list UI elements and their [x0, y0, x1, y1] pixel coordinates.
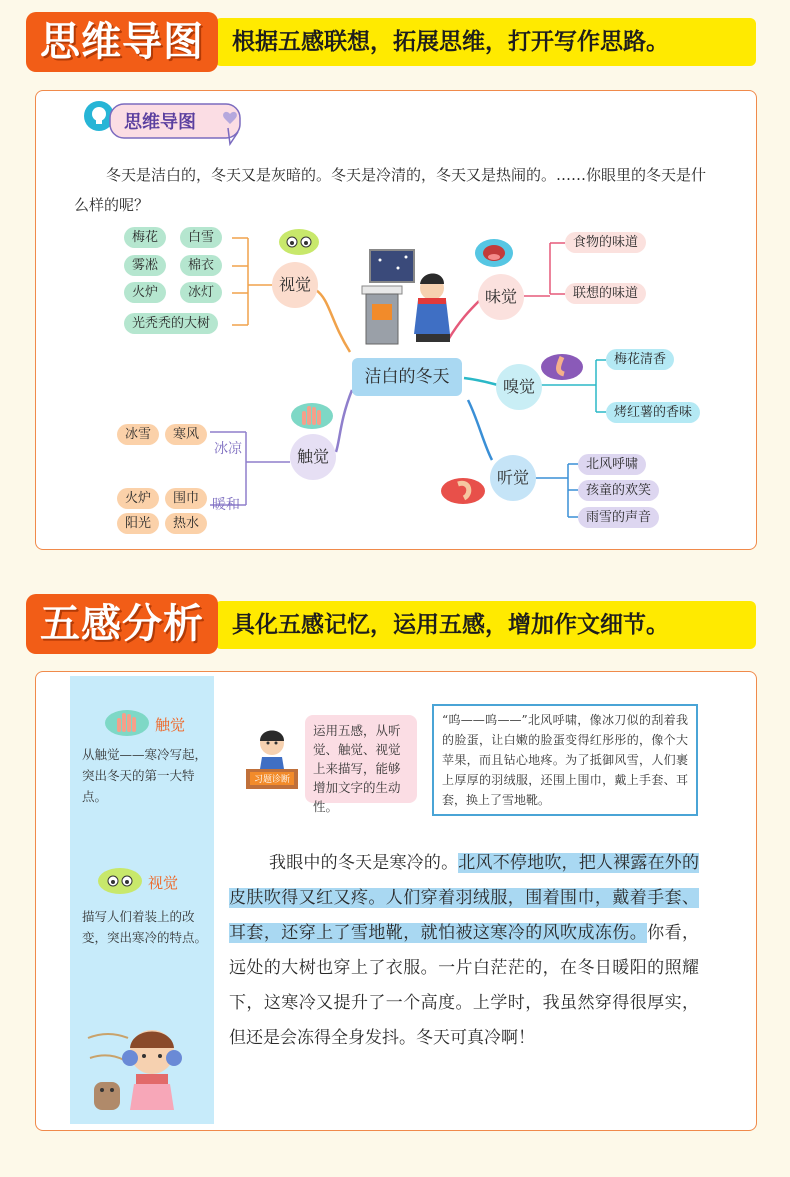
annotation-sight-desc: 描写人们着装上的改变，突出寒冷的特点。: [82, 909, 208, 945]
doctor-label: 习题诊断: [253, 775, 290, 785]
tip-bubble: 运用五感，从听觉、触觉、视觉上来描写，能够增加文字的生动性。: [305, 715, 417, 803]
smell-item: 烤红薯的香味: [606, 402, 700, 423]
girl-in-wind-illustration: [80, 1018, 208, 1118]
eyes-icon: [97, 866, 143, 896]
touch-cold-item: 冰雪: [117, 424, 159, 445]
sight-item: 火炉: [124, 282, 166, 303]
eyes-icon: [278, 228, 320, 256]
touch-warm-item: 火炉: [117, 488, 159, 509]
taste-item: 联想的味道: [565, 283, 646, 304]
sense-node-touch: 触觉: [290, 434, 336, 480]
touch-cold-label: 冰凉: [214, 441, 242, 457]
touch-warm-item: 阳光: [117, 513, 159, 534]
section-tag-analysis: 五感分析: [26, 594, 218, 654]
sight-item: 棉衣: [180, 255, 222, 276]
sight-item: 冰灯: [180, 282, 222, 303]
hearing-item: 雨雪的声音: [578, 507, 659, 528]
sample-paragraph: “呜——呜——”北风呼啸，像冰刀似的刮着我的脸蛋，让白嫩的脸蛋变得红彤彤的，像个大苹果，而且钻心地疼。为了抵御风雪，人们裹上厚厚的羽绒服，还围上围巾，戴上手套、耳套，换上了雪地靴。: [432, 704, 698, 816]
mindmap-center: 洁白的冬天: [352, 358, 462, 396]
hearing-item: 孩童的欢笑: [578, 480, 659, 501]
touch-cold-item: 寒风: [165, 424, 207, 445]
mouth-icon: [474, 238, 514, 268]
annotation-touch-title: 触觉: [155, 716, 186, 734]
essay-opening: 我眼中的冬天是寒冷的。: [269, 853, 459, 873]
sight-item: 白雪: [180, 227, 222, 248]
taste-item: 食物的味道: [565, 232, 646, 253]
intro-text: 冬天是洁白的，冬天又是灰暗的。冬天是冷清的，冬天又是热闹的。……你眼里的冬天是什么样的呢？: [74, 166, 707, 214]
touch-warm-item: 围巾: [165, 488, 207, 509]
hand-icon: [290, 401, 334, 431]
annotation-sight-title: 视觉: [148, 874, 179, 892]
mindmap-badge-title: 思维导图: [124, 112, 196, 133]
section-headline: 具化五感记忆，运用五感，增加作文细节。: [232, 612, 669, 638]
annotation-touch-desc: 从触觉——寒冷写起，突出冬天的第一大特点。: [82, 747, 208, 804]
nose-icon: [540, 352, 584, 382]
child-by-stove-illustration: [358, 248, 468, 354]
essay-rest: 你看，远处的大树也穿上了衣服。一片白茫茫的，在冬日暖阳的照耀下，这寒冷又提升了一个高度。上学时，我虽然穿得很厚实，但还是会冻得全身发抖。冬天可真冷啊！: [229, 923, 700, 1048]
essay-text: [229, 846, 699, 1056]
sight-item: 梅花: [124, 227, 166, 248]
hand-icon: [104, 708, 150, 738]
sight-item: 雾凇: [124, 255, 166, 276]
section-headline: 根据五感联想，拓展思维，打开写作思路。: [232, 29, 669, 55]
smell-item: 梅花清香: [606, 349, 674, 370]
sense-node-smell: 嗅觉: [496, 364, 542, 410]
section-tag-mindmap: 思维导图: [26, 12, 218, 72]
ear-icon: [440, 476, 486, 506]
sense-node-taste: 味觉: [478, 274, 524, 320]
sense-node-hearing: 听觉: [490, 455, 536, 501]
touch-warm-label: 暖和: [212, 497, 240, 513]
essay-highlight: 北风不停地吹，把人裸露在外的皮肤吹得又红又疼。人们穿着羽绒服，围着围巾，戴着手套、耳套，还穿上了雪地靴，就怕被这寒冷的风吹成冻伤。: [229, 853, 700, 943]
touch-warm-item: 热水: [165, 513, 207, 534]
sense-node-sight: 视觉: [272, 262, 318, 308]
sight-item: 光秃秃的大树: [124, 313, 218, 334]
hearing-item: 北风呼啸: [578, 454, 646, 475]
